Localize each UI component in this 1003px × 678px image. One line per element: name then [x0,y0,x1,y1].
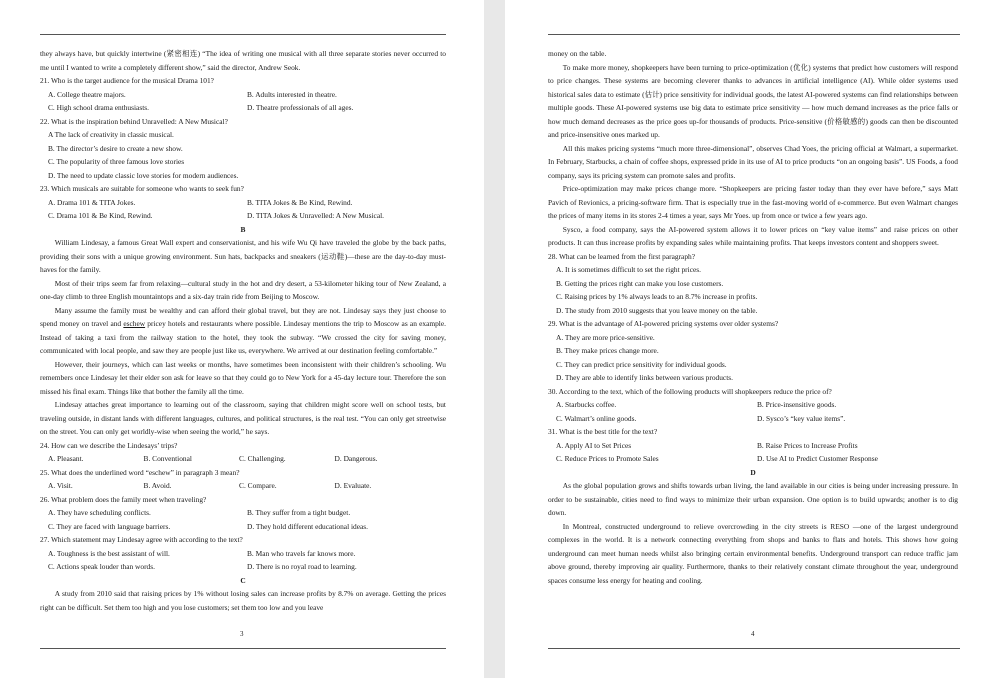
page-right [505,0,1003,678]
question-31: 31. What is the best title for the text? [548,427,658,436]
paragraph [40,304,446,358]
option: B. They suffer from a tight budget. [247,508,351,517]
question-23: 23. Which musicals are suitable for someone who wants to seek fun? [40,184,244,193]
question-29: 29. What is the advantage of AI-powered pricing systems over older systems? [548,319,779,328]
page-left-content [40,47,446,614]
page-gutter [484,0,505,678]
question-28: 28. What can be learned from the first paragraph? [548,251,695,261]
options-23b [40,209,446,223]
text: Many assume the family must be wealthy and can afford their global travel, but they are not. Lindesay says they just choose to spend money on travel and [40,305,446,328]
option: A. They have scheduling conflicts. [48,508,151,517]
option: D. Theatre professionals of all ages. [247,103,354,112]
paragraph: Most of their trips seem far from relaxing—cultural study in the hot and dry desert, a 53-kilometer hiking tour of New Zealand, a one-day climb to three English mountaintops and a six-day train ride from Beijing to Moscow. [40,278,446,301]
options-30 [548,398,958,412]
bottom-rule [40,648,446,649]
paragraph: A study from 2010 said that raising prices by 1% without losing sales can increase profits by 8.7% on average. Getting the prices right can be difficult. Set them too high and you lose customers; set them too low and you leave [40,589,446,612]
option: A. It is sometimes difficult to set the right prices. [556,265,701,274]
options-25 [40,479,446,493]
options-27b [40,560,446,574]
option: C. High school drama enthusiasts. [48,103,149,112]
option: A. Drama 101 & TITA Jokes. [48,197,136,207]
option: D. Use AI to Predict Customer Response [757,454,878,463]
option: B. Price-insensitive goods. [757,400,837,409]
paragraph: However, their journeys, which can last weeks or months, have sometimes been inconsistent with their children’s schooling. Wu remembers once Lindesay let their elder son ask for leave so that they could go to New York for a 45-day lecture tour. Therefore the son missed his final exam. Things like that bother the family all the time. [40,359,446,396]
question-24: 24. How can we describe the Lindesays’ trips? [40,440,178,450]
option: B. Avoid. [143,481,172,490]
options-21 [40,88,446,102]
text: pricey hotels and restaurants where possible. Lindesay mentions the trip to Moscow as an example. Instead of taking a taxi from the railway station to the hotel, they took the subway. “We crossed the city for saving money, communicated with local people, and saw they are people just like us, everywhere. We arrived at our destination feeling comfortable.” [40,319,446,355]
question-25: 25. What does the underlined word “eschew” in paragraph 3 mean? [40,467,240,477]
option: D. Sysco’s “key value items”. [757,413,846,423]
question-22: 22. What is the inspiration behind Unravelled: A New Musical? [40,116,228,126]
underlined-word: eschew [123,319,146,328]
option: B. They make prices change more. [556,346,659,355]
page-number: 3 [240,630,244,638]
page-number: 4 [751,630,755,638]
option: C. Drama 101 & Be Kind, Rewind. [48,211,153,220]
paragraph: Lindesay attaches great importance to learning out of the classroom, saying that children might score well on school tests, but traveling outside, in distant lands with different languages, cultures, and political structures, is the real test. “You can only get streetwise on the street. You can only get worldly-wise when seeing the world,” he says. [40,400,446,436]
option: C. Reduce Prices to Promote Sales [556,454,659,463]
paragraph: In Montreal, constructed underground to relieve overcrowding in the city streets is RESO —one of the largest underground complexes in the world. It is a network connecting everything from shops and banks to flats and hotels. This shows how going underground can meet human needs whilst also bringing certain environmental benefits. Underground transport can reduce traffic jam above ground, thereby improving air quality. Furthermore, thanks to their relatively constant climate throughout the year, underground spaces consume less energy for heating and cooling. [548,521,958,585]
options-26 [40,506,446,520]
option: C. Actions speak louder than words. [48,562,155,571]
options-21b [40,101,446,115]
option: A. College theatre majors. [48,89,126,99]
option: C. Compare. [239,481,277,490]
option: C. Raising prices by 1% always leads to an 8.7% increase in profits. [556,292,758,301]
paragraph: money on the table. [548,49,607,58]
option: B. Man who travels far knows more. [247,548,356,558]
option: C. Challenging. [239,454,286,463]
options-27 [40,547,446,561]
section-heading-b: B [240,224,246,234]
paragraph: As the global population grows and shifts towards urban living, the land available in our cities is being under increasing pressure. In order to be sustainable, cities need to find ways to minimize their urban expansion. One option is to build upwards; another is to dig down. [548,481,958,517]
option: B. Conventional [143,454,192,463]
question-30: 30. According to the text, which of the following products will shopkeepers reduce the price of? [548,386,832,396]
option: D. There is no royal road to learning. [247,562,357,571]
option: C. They can predict price sensitivity for individual goods. [556,359,727,369]
paragraph: Price-optimization may make prices change more. “Shopkeepers are pricing faster today than they ever have before,” says Matt Pavich of Revionics, a pricing-software firm. That is especially true in the fast-moving world of e-commerce. But even Walmart changes the prices of many items in its stores 2-4 times a year, says Mr Yoes. up from once or twice a few years ago. [548,184,958,220]
option: A. Toughness is the best assistant of will. [48,548,170,558]
question-27: 27. Which statement may Lindesay agree with according to the text? [40,535,243,544]
options-31b [548,452,958,466]
option: A. They are more price-sensitive. [556,332,655,342]
option: A. Apply AI to Set Prices [556,440,632,450]
page-left [0,0,484,678]
option: C. The popularity of three famous love stories [48,157,185,166]
section-heading-d: D [750,467,756,477]
section-heading-c: C [240,575,246,585]
option: D. They hold different educational ideas. [247,521,369,531]
option: A. Pleasant. [48,454,84,463]
option: A. Starbucks coffee. [556,400,617,409]
option: B. TITA Jokes & Be Kind, Rewind. [247,197,353,207]
option: D. Evaluate. [334,481,372,490]
option: A. Visit. [48,481,73,490]
option: C. They are faced with language barriers. [48,521,171,531]
paragraph: All this makes pricing systems “much more three-dimensional”, observes Chad Yoes, the pricing official at Walmart, a supermarket. In February, Starbucks, a chain of coffee shops, expressed pride in its use of AI to price products “on an ongoing basis”. US Foods, a food company, says its pricing system can promote sales and profits. [548,143,958,180]
option: D. They are able to identify links between various products. [556,373,733,382]
paragraph: they always have, but quickly intertwine (紧密相连) “The idea of writing one musical with all three separate stories never occurred to me until I wanted to write a completely different show,” said the director, Andrew Seok. [40,49,446,72]
options-31 [548,439,958,453]
option: A The lack of creativity in classic musical. [48,130,174,139]
option: B. The director’s desire to create a new show. [48,143,183,153]
bottom-rule [548,648,960,649]
option: D. The need to update classic love stories for modern audiences. [48,170,239,180]
paragraph: To make more money, shopkeepers have been turning to price-optimization (优化) systems that predict how customers will respond to price changes. These systems are becoming cleverer thanks to advances in artificial intelligence (AI). While older systems used historical sales data to estimate (估计) price sensitivity for individual goods, the latest AI-powered systems can find relationships between multiple goods. These AI-powered systems use big data to estimate price sensitivity — how much demand increases as the price falls or how much demand decreases as the price goes up-for thousands of products. Price-sensitive (价格敏感的) goods can then be discounted and price-insensitive ones marked up. [548,62,958,139]
top-rule [40,34,446,35]
option: D. Dangerous. [334,454,378,463]
top-rule [548,34,960,35]
paragraph: Sysco, a food company, says the AI-powered system allows it to lower prices on “key value items” and raise prices on other products. It can thus increase profits by expanding sales while maintaining profits. That keeps investors content and shoppers sweet. [548,224,958,247]
options-30b [548,412,958,426]
option: B. Raise Prices to Increase Profits [757,440,858,450]
question-26: 26. What problem does the family meet when traveling? [40,494,207,504]
option: C. Walmart’s online goods. [556,413,637,423]
paragraph: William Lindesay, a famous Great Wall expert and conservationist, and his wife Wu Qi have traveled the globe by the back paths, providing their sons with a unique growing environment. Sun hats, backpacks and sneakers (运动鞋)—these are the day-to-day must-haves for the family. [40,238,446,274]
options-24 [40,452,446,466]
option: B. Getting the prices right can make you lose customers. [556,278,724,288]
option: D. TITA Jokes & Unravelled: A New Musical. [247,211,385,220]
option: B. Adults interested in theatre. [247,89,337,99]
options-26b [40,520,446,534]
question-21: 21. Who is the target audience for the musical Drama 101? [40,76,214,85]
page-right-content [548,47,958,587]
option: D. The study from 2010 suggests that you leave money on the table. [556,305,758,315]
options-23 [40,196,446,210]
